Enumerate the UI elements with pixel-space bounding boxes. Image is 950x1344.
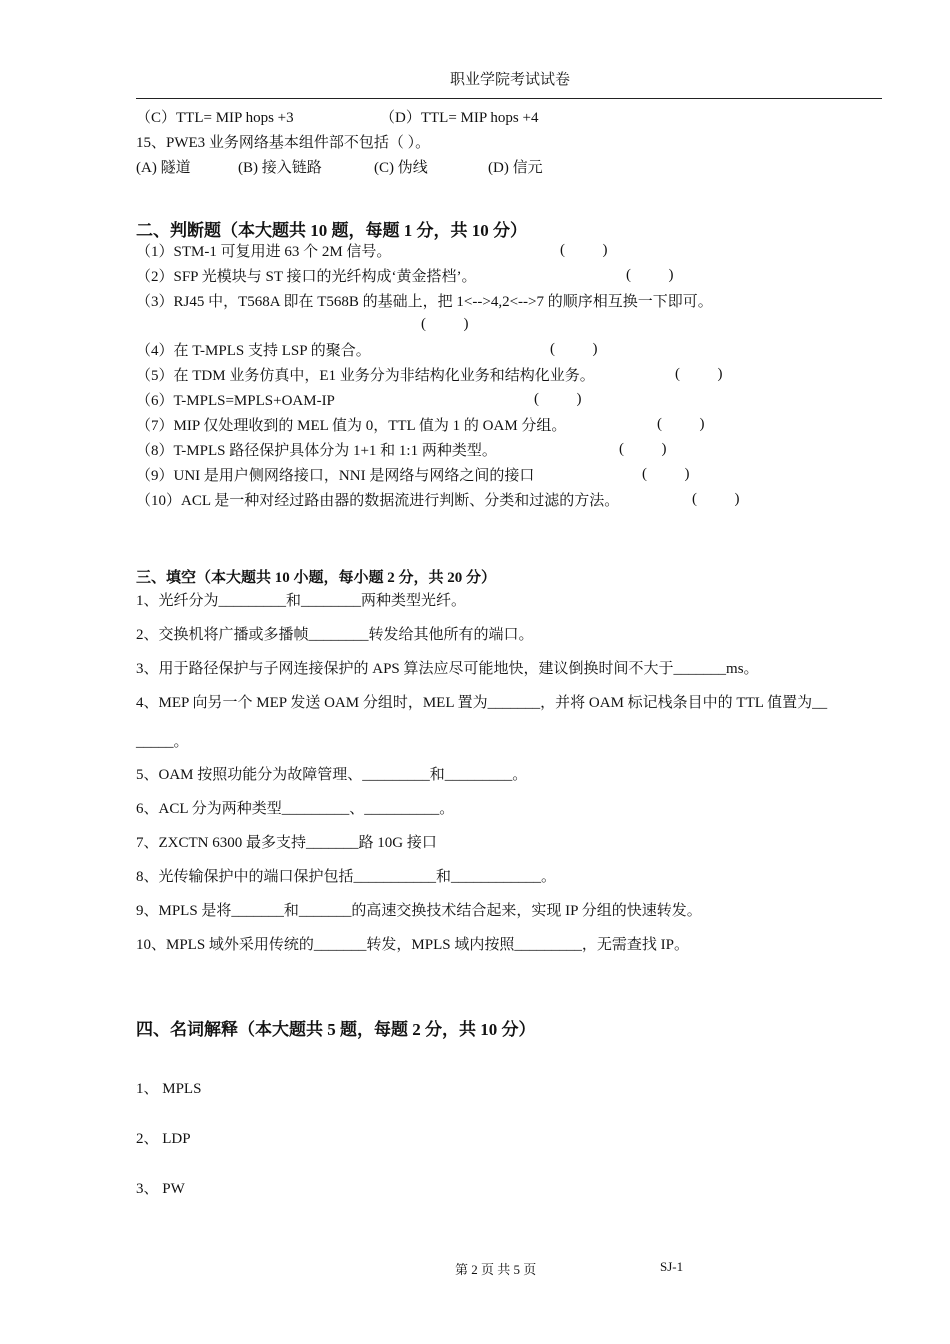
term-item-3: 3、 PW [136, 1181, 185, 1197]
q15-option-c: (C) 伪线 [374, 160, 428, 176]
header-divider [136, 98, 882, 99]
tf-item-8: （8）T-MPLS 路径保护具体分为 1+1 和 1:1 两种类型。 [136, 443, 497, 459]
tf-item-9: （9）UNI 是用户侧网络接口，NNI 是网络与网络之间的接口 [136, 468, 535, 484]
fill-item-9: 9、MPLS 是将_______和_______的高速交换技术结合起来，实现 IP 分组的快速转发。 [136, 903, 702, 919]
tf-answer-3: ( ) [421, 316, 469, 332]
fill-item-8: 8、光传输保护中的端口保护包括___________和____________。 [136, 869, 557, 885]
tf-answer-4: ( ) [550, 341, 598, 357]
fill-item-10: 10、MPLS 域外采用传统的_______转发，MPLS 域内按照_________，无需查找 IP。 [136, 937, 689, 953]
tf-answer-9: ( ) [642, 466, 690, 482]
fill-item-4-continued: _____。 [136, 734, 189, 750]
tf-answer-7: ( ) [657, 416, 705, 432]
fill-item-3: 3、用于路径保护与子网连接保护的 APS 算法应尽可能地快，建议倒换时间不大于_______ms。 [136, 661, 759, 677]
tf-item-5: （5）在 TDM 业务仿真中，E1 业务分为非结构化业务和结构化业务。 [136, 368, 595, 384]
section3-title: 三、填空（本大题共 10 小题，每小题 2 分，共 20 分） [136, 570, 497, 586]
tf-answer-8: ( ) [619, 441, 667, 457]
tf-item-1: （1）STM-1 可复用进 63 个 2M 信号。 [136, 244, 392, 260]
page-title: 职业学院考试试卷 [449, 72, 570, 88]
tf-answer-1: ( ) [560, 242, 608, 258]
option-d: （D）TTL= MIP hops +4 [380, 110, 539, 126]
section2-title: 二、判断题（本大题共 10 题，每题 1 分，共 10 分） [136, 221, 527, 240]
fill-item-2: 2、交换机将广播或多播帧________转发给其他所有的端口。 [136, 627, 534, 643]
tf-item-7: （7）MIP 仅处理收到的 MEL 值为 0，TTL 值为 1 的 OAM 分组。 [136, 418, 567, 434]
tf-answer-6: ( ) [534, 391, 582, 407]
q15-option-b: (B) 接入链路 [238, 160, 322, 176]
option-c: （C）TTL= MIP hops +3 [136, 110, 294, 126]
fill-item-7: 7、ZXCTN 6300 最多支持_______路 10G 接口 [136, 835, 437, 851]
q15-option-d: (D) 信元 [488, 160, 543, 176]
fill-item-5: 5、OAM 按照功能分为故障管理、_________和_________。 [136, 767, 528, 783]
section4-title: 四、名词解释（本大题共 5 题，每题 2 分，共 10 分） [136, 1020, 536, 1039]
q15-stem: 15、PWE3 业务网络基本组件部不包括（ ）。 [136, 135, 431, 151]
tf-item-3: （3）RJ45 中，T568A 即在 T568B 的基础上，把 1<-->4,2<-->7 的顺序相互换一下即可。 [136, 294, 713, 310]
fill-item-6: 6、ACL 分为两种类型_________、__________。 [136, 801, 455, 817]
q15-option-a: (A) 隧道 [136, 160, 191, 176]
fill-item-4: 4、MEP 向另一个 MEP 发送 OAM 分组时，MEL 置为_______，并将 OAM 标记栈条目中的 TTL 值置为__ [136, 695, 828, 711]
tf-item-10: （10）ACL 是一种对经过路由器的数据流进行判断、分类和过滤的方法。 [136, 493, 620, 509]
form-code: SJ-1 [660, 1259, 684, 1274]
tf-item-6: （6）T-MPLS=MPLS+OAM-IP [136, 393, 335, 409]
tf-item-2: （2）SFP 光模块与 ST 接口的光纤构成‘黄金搭档’。 [136, 269, 477, 285]
tf-answer-10: ( ) [692, 491, 740, 507]
tf-answer-5: ( ) [675, 366, 723, 382]
term-item-2: 2、 LDP [136, 1131, 191, 1147]
page-number: 第 2 页 共 5 页 [455, 1262, 537, 1277]
term-item-1: 1、 MPLS [136, 1081, 202, 1097]
fill-item-1: 1、光纤分为_________和________两种类型光纤。 [136, 593, 467, 609]
tf-answer-2: ( ) [626, 267, 674, 283]
tf-item-4: （4）在 T-MPLS 支持 LSP 的聚合。 [136, 343, 371, 359]
